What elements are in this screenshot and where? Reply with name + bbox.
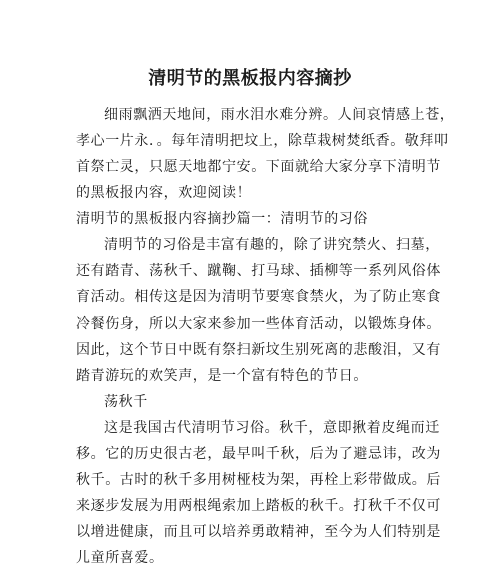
section-heading: 清明节的黑板报内容摘抄篇一：清明节的习俗 [76,211,368,227]
paragraph-line: 以增进健康，而且可以培养勇敢精神，至今为人们特别是 [76,524,441,540]
paragraph-line: 首祭亡灵，只愿天地都宁安。下面就给大家分享下清明节 [76,159,441,175]
paragraph-line: 秋千。古时的秋千多用树桠枝为架，再栓上彩带做成。后 [76,472,441,488]
paragraph-line: 儿童所喜爱。 [76,550,164,566]
paragraph-line: 清明节的习俗是丰富有趣的，除了讲究禁火、扫墓， [104,237,440,253]
paragraph-line: 来逐步发展为用两根绳索加上踏板的秋千。打秋千不仅可 [76,498,441,514]
document-title: 清明节的黑板报内容摘抄 [148,68,352,89]
paragraph-line: 孝心一片永．。每年清明把坟上，除草栽树焚纸香。敬拜叩 [76,133,449,149]
paragraph-line: 这是我国古代清明节习俗。秋千，意即揪着皮绳而迁 [104,420,440,436]
paragraph-line: 的黑板报内容，欢迎阅读！ [76,185,252,201]
paragraph-line: 细雨飘洒天地间，雨水泪水难分辨。人间哀情感上苍， [104,107,455,123]
paragraph-line: 移。它的历史很古老，最早叫千秋，后为了避忌讳，改为 [76,446,441,462]
paragraph-line: 因此，这个节日中既有祭扫新坟生别死离的悲酸泪，又有 [76,342,441,358]
paragraph-line: 还有踏青、荡秋千、蹴鞠、打马球、插柳等一系列风俗体 [76,263,441,279]
paragraph-line: 冷餐伤身，所以大家来参加一些体育活动，以锻炼身体。 [76,316,441,332]
paragraph-line: 育活动。相传这是因为清明节要寒食禁火，为了防止寒食 [76,289,441,305]
paragraph-line: 踏青游玩的欢笑声，是一个富有特色的节日。 [76,368,368,384]
subheading: 荡秋千 [104,394,148,410]
